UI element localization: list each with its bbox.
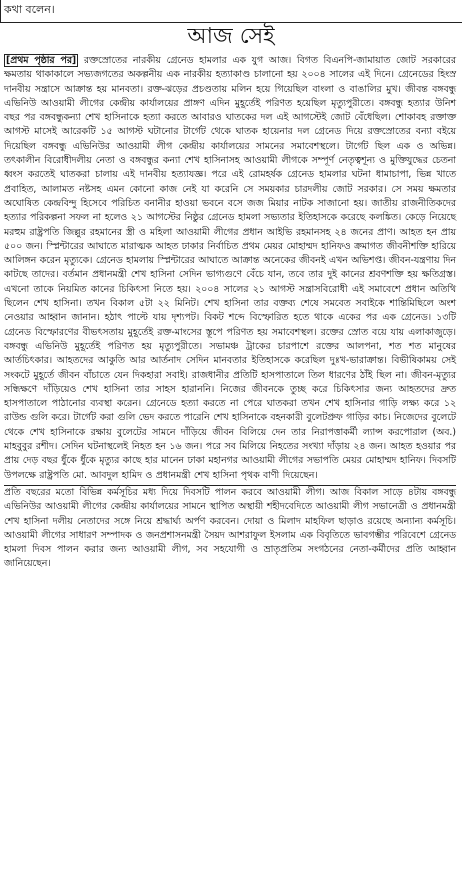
article-body	[4, 54, 456, 572]
previous-article-tail: কথা বলেন।	[4, 3, 55, 16]
paragraph-2: প্রতি বছরের মতো বিভিন্ন কর্মসূচির মধ্য দিয়ে দিবসটি পালন করবে আওয়ামী লীগ। আজ বিকাল সাড়ে ৪টায় বঙ্গবন্ধু এভিনিউর আওয়ামী লীগের কেন্দ্রীয় কার্যালয়ের সামনে স্থাপিত অস্থায়ী শহীদবেদিতে আওয়ামী লীগ সভানেত্রী ও প্রধানমন্ত্রী শেখ হাসিনা দলীয় নেতাদের সঙ্গে নিয়ে শ্রদ্ধার্ঘ্য অর্পণ করবেন। দোয়া ও মিলাদ মাহফিল ছাড়াও রয়েছে অন্যান্য কর্মসূচি। আওয়ামী লীগের সাধারণ সম্পাদক ও জনপ্রশাসনমন্ত্রী সৈয়দ আশরাফুল ইসলাম এক বিবৃতিতে ভাবগম্ভীর পরিবেশে গ্রেনেড হামলা দিবস পালন করার জন্য আওয়ামী লীগ, সব সহযোগী ও ভ্রাতৃপ্রতিম সংগঠনের নেতা-কর্মীদের প্রতি আহ্বান জানিয়েছেন।	[4, 485, 456, 572]
headline: আজ সেই	[187, 24, 275, 49]
continued-from-label: [প্রথম পৃষ্ঠার পর]	[6, 55, 77, 66]
paragraph-1-text: রক্তস্রোতের নারকীয় গ্রেনেড হামলার এক যুগ আজ। বিগত বিএনপি-জামায়াত জোট সরকারের ক্ষমতায় থাকাকালে সভ্যজগতের অকল্পনীয় এক নারকীয় হত্যাকাণ্ড চালানো হয় ২০০৪ সালের এই দিনে। গ্রেনেডের হিংস্র দানবীয় সন্ত্রাসে আক্রান্ত হয় মানবতা। রক্ত-ঝড়ের প্রচণ্ডতায় মলিন হয়ে গিয়েছিল বাংলা ও বাঙালির মুখ। জীবন্ত বঙ্গবন্ধু এভিনিউ আওয়ামী লীগের কেন্দ্রীয় কার্যালয়ের প্রাঙ্গণ এদিন মুহূর্তেই পরিণত হয়েছিল মৃত্যুপুরীতে। বঙ্গবন্ধু হত্যার উনিশ বছর পর বঙ্গবন্ধুকন্যা শেখ হাসিনাকে হত্যা করতে আবারও ঘাতকের দল এই আগস্টেই জোট বেঁধেছিল। শোকাবহ রক্তাক্ত আগস্ট মাসেই আরেকটি ১৫ আগস্ট ঘটানোর টার্গেট থেকে ঘাতক হায়েনার দল গ্রেনেড দিয়ে রক্তস্রোতের বন্যা বইয়ে দিয়েছিল বঙ্গবন্ধু এভিনিউর আওয়ামী লীগ কেন্দ্রীয় কার্যালয়ের সামনের সমাবেশস্থলে। টার্গেট ছিল এক ও অভিন্ন। তৎকালীন বিরোধীদলীয় নেতা ও বঙ্গবন্ধুর কন্যা শেখ হাসিনাসহ আওয়ামী লীগকে সম্পূর্ণ নেতৃত্বশূন্য ও মুক্তিযুদ্ধের চেতনা ধ্বংস করতেই ঘাতকরা চালায় এই দানবীয় হত্যাযজ্ঞ। পরে এই রোমহর্ষক গ্রেনেড হামলার ঘটনা ধামাচাপা, ভিন্ন খাতে প্রবাহিত, আলামত নষ্টসহ এমন কোনো কাজ নেই যা করেনি সে সময়কার চারদলীয় জোট সরকার। সে সময় ক্ষমতার অঘোষিত কেন্দ্রবিন্দু হিসেবে পরিচিত বনানীর হাওয়া ভবনে বসে জজ মিয়ার নাটক সাজানো হয়। জাতীয় রাজনীতিকদের হত্যার পরিকল্পনা সফল না হলেও ২১ আগস্টের নিষ্ঠুর গ্রেনেড হামলা সভ্যতার ইতিহাসকে করেছে কলঙ্কিত। কেড়ে নিয়েছে মরহুম রাষ্ট্রপতি জিল্লুর রহমানের স্ত্রী ও মহিলা আওয়ামী লীগের প্রধান আইভি রহমানসহ ২৪ জনের প্রাণ। আহত হন প্রায় ৫০০ জন। স্প্লিন্টারের আঘাতে মারাত্মক আহত ঢাকার নির্বাচিত প্রথম মেয়র মোহাম্মদ হানিফও ক্রমাগত জীবনীশক্তি হারিয়ে আলিঙ্গন করেন মৃত্যুকে। গ্রেনেড হামলায় স্প্লিন্টারের আঘাতে আক্রান্ত অনেকের জীবনই এখন অভিশপ্ত। জীবন-যন্ত্রণায় দিন কাটছে তাদের। বর্তমান প্রধানমন্ত্রী শেখ হাসিনা সেদিন ভাগ্যগুণে বেঁচে যান, তবে তার দুই কানের শ্রবণশক্তি হয় ক্ষতিগ্রস্ত। এখনো তাকে নিয়মিত কানের চিকিৎসা নিতে হয়। ২০০৪ সালের ২১ আগস্ট সন্ত্রাসবিরোধী এই সমাবেশে প্রধান অতিথি ছিলেন শেখ হাসিনা। তখন বিকাল ৫টা ২২ মিনিট। শেখ হাসিনা তার বক্তব্য শেষে সমবেত সবাইকে শান্তিমিছিলে অংশ নেওয়ার আহ্বান জানান। হঠাৎ পাল্টে যায় দৃশ্যপট। বিকট শব্দে বিস্ফোরিত হতে থাকে একের পর এক গ্রেনেড। ১৩টি গ্রেনেড বিস্ফোরণের বীভৎসতায় মুহূর্তেই রক্ত-মাংসের স্তূপে পরিণত হয় সমাবেশস্থল। রক্তের স্রোত বয়ে যায় এলাকাজুড়ে। বঙ্গবন্ধু এভিনিউ মুহূর্তেই পরিণত হয় মৃত্যুপুরীতে। সভামঞ্চ ট্রাকের চারপাশে রক্তের আলপনা, শত শত মানুষের আর্তচিৎকার। আহতদের আকুতি আর আর্তনাদ সেদিন মানবতার ইতিহাসকে করেছিল দুঃখ-ভারাক্রান্ত। বিভীষিকাময় সেই সংকটে মুহূর্তে জীবন বাঁচাতে যেন দিকহারা সবাই। রাজধানীর প্রতিটি হাসপাতালে তিল ধারণের ঠাঁই ছিল না। জীবন-মৃত্যুর সন্ধিক্ষণে দাঁড়িয়েও শেখ হাসিনা তার সাহস হারাননি। নিজের জীবনকে তুচ্ছ করে চিকিৎসার জন্য আহতদের দ্রুত হাসপাতালে পাঠানোর ব্যবস্থা করেন। গ্রেনেডে হত্যা করতে না পেরে ঘাতকরা তখন শেখ হাসিনার গাড়ি লক্ষ্য করে ১২ রাউন্ড গুলি করে। টার্গেট করা গুলি ভেদ করতে পারেনি শেখ হাসিনাকে বহনকারী বুলেটপ্রুফ গাড়ির কাচ। নিজেদের বুলেটে থেকে শেখ হাসিনাকে রক্ষায় বুলেটের সামনে দাঁড়িয়ে জীবন বিলিয়ে দেন তার নিরাপত্তাকর্মী ল্যান্স করপোরাল (অব.) মাহবুবুর রশীদ। সেদিন ঘটনাস্থলেই নিহত হন ১৬ জন। পরে সব মিলিয়ে নিহতের সংখ্যা দাঁড়ায় ২৪ জন। আহত হওয়ার পর প্রায় দেড় বছর ধুঁকে ধুঁকে মৃত্যুর কাছে হার মানেন ঢাকা মহানগর আওয়ামী লীগের সভাপতি মেয়র মোহাম্মদ হানিফ। দিবসটি উপলক্ষে রাষ্ট্রপতি মো. আবদুল হামিদ ও প্রধানমন্ত্রী শেখ হাসিনা পৃথক বাণী দিয়েছেন।	[4, 55, 456, 481]
previous-article-strip	[0, 0, 462, 23]
column-rule	[0, 0, 1, 22]
paragraph-1	[4, 54, 456, 483]
